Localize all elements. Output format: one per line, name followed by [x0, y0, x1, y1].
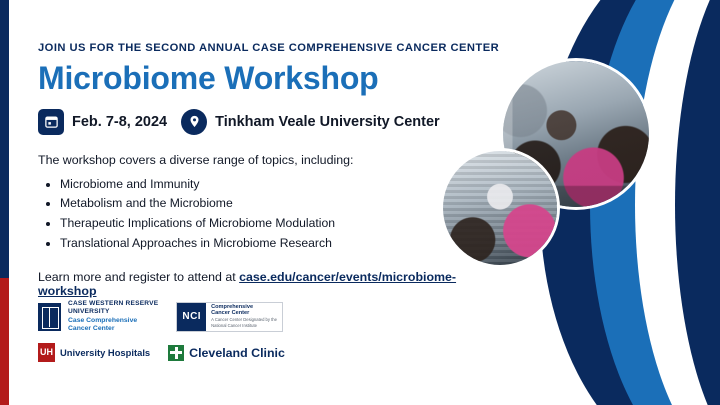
poster-content [38, 42, 508, 298]
registration-prefix: Learn more and register to attend at [38, 269, 240, 284]
logo-row-primary [38, 300, 368, 333]
decorative-swoosh-navy-inner [675, 0, 720, 405]
logo-row-partners [38, 343, 368, 362]
nci-mark: NCI [177, 303, 206, 331]
eyebrow-text: JOIN US FOR THE SECOND ANNUAL CASE COMPREHENSIVE CANCER CENTER [38, 42, 500, 54]
cwru-line3: Case Comprehensive [68, 317, 138, 325]
cleveland-clinic-label: Cleveland Clinic [189, 345, 285, 360]
logo-nci-designation [176, 302, 283, 332]
list-item: • Metabolism and the Microbiome [60, 194, 508, 214]
calendar-icon [38, 109, 64, 135]
logo-case-western-reserve [38, 300, 158, 333]
list-item: • Microbiome and Immunity [60, 175, 508, 195]
event-date-label: Feb. 7-8, 2024 [72, 113, 168, 130]
nci-text-block [206, 303, 282, 331]
logo-strip [38, 300, 368, 372]
medical-cross-icon [168, 345, 184, 361]
cwru-wordmark [68, 300, 158, 333]
university-hospitals-icon [38, 343, 55, 362]
cwru-line2: UNIVERSITY [68, 307, 110, 315]
registration-line [38, 270, 508, 298]
event-venue [181, 109, 440, 135]
logo-cleveland-clinic [168, 345, 285, 361]
list-item: • Translational Approaches in Microbiome Research [60, 234, 508, 254]
event-venue-label: Tinkham Veale University Center [215, 113, 440, 130]
logo-university-hospitals [38, 343, 150, 362]
nci-line4: National Cancer Institute [211, 323, 257, 329]
university-hospitals-label: University Hospitals [60, 347, 151, 359]
registration-link[interactable]: case.edu/cancer/events/microbiome-workshop [38, 269, 457, 298]
nci-line2: Cancer Center [211, 310, 250, 317]
uh-mark-text: UH [40, 347, 53, 358]
topics-list [38, 175, 508, 254]
list-item: • Therapeutic Implications of Microbiome Modulation [60, 214, 508, 234]
cwru-line4: Cancer Center [68, 325, 115, 333]
map-pin-icon [181, 109, 207, 135]
nci-line1: Comprehensive [211, 303, 254, 310]
nci-line3: A Cancer Center Designated by the [211, 317, 277, 323]
event-meta-row [38, 109, 508, 135]
cwru-shield-icon [38, 303, 61, 331]
event-date [38, 109, 167, 135]
page-title: Microbiome Workshop [38, 60, 379, 97]
topics-intro: The workshop covers a diverse range of topics, including: [38, 152, 354, 167]
left-accent-bar-red [0, 278, 9, 405]
cwru-line1: CASE WESTERN RESERVE [68, 300, 159, 307]
